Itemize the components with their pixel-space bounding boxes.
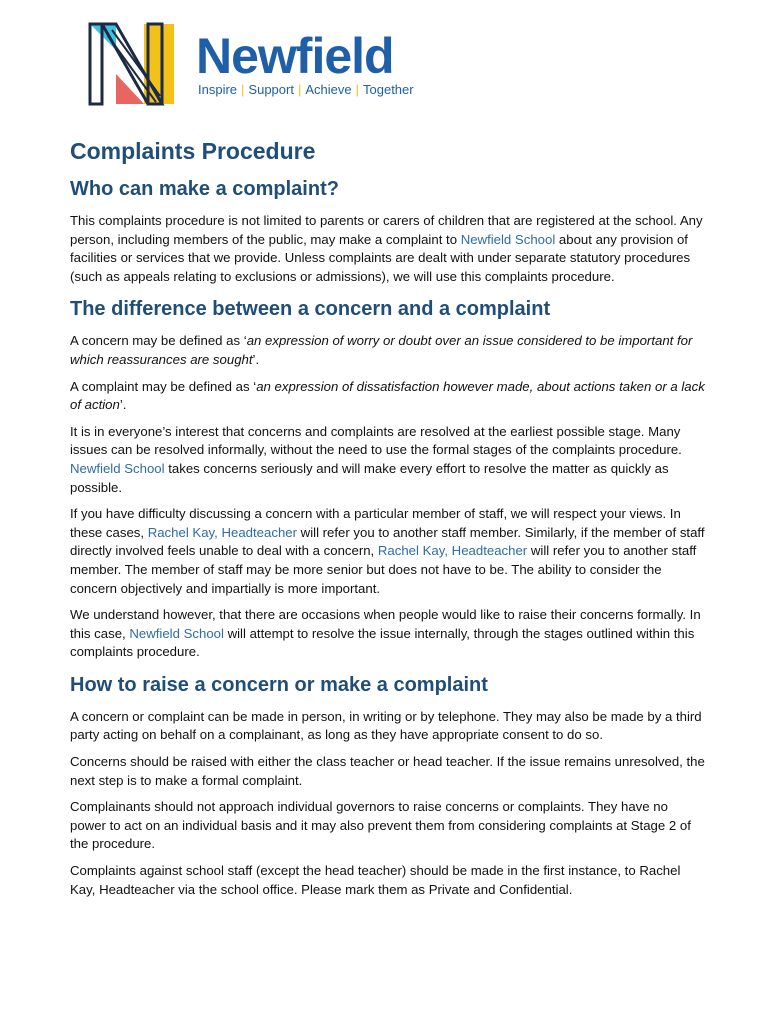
paragraph-who-to-raise-with: Concerns should be raised with either the class teacher or head teacher. If the issue remains unresolved, the next step is to make a formal complaint. [70,754,705,788]
headteacher-link: Rachel Kay, Headteacher [147,524,298,540]
paragraph-formal-concerns: We understand however, that there are occasions when people would like to raise their concerns formally. In this case, Newfield School will attempt to resolve the issue internally, through the stages outlined within this complaints procedure. [70,607,701,660]
school-name-link: Newfield School [460,231,556,247]
paragraph-complaint-definition: A complaint may be defined as ‘an expression of dissatisfaction however made, about actions taken or a lack of action’. [70,378,705,413]
paragraph-methods: A concern or complaint can be made in person, in writing or by telephone. They may also be made by a third party acting on behalf on a complainant, as long as they have appropriate consent to do so. [70,708,702,743]
tagline-achieve: Achieve [305,82,352,97]
heading-how-to-raise: How to raise a concern or make a complaint [70,673,488,696]
school-name-link: Newfield School [129,625,224,641]
headteacher-link: Rachel Kay, Headteacher [377,543,528,559]
school-name-link: Newfield School [70,460,165,476]
paragraph-early-resolution: It is in everyone’s interest that concerns and complaints are resolved at the earliest possible stage. Many issues can be resolved informally, without the need to use the formal stages of the complaints procedure. Newfield School takes concerns seriously and will make every effort to resolve the matter as quickly as possible. [70,423,682,495]
logo-n-left-bar [90,24,102,104]
heading-concern-vs-complaint: The difference between a concern and a complaint [70,298,551,321]
logo-wordmark: Newfield [196,28,394,84]
logo-tagline: Inspire | Support | Achieve | Together [198,82,414,97]
paragraph-staff-difficulty: If you have difficulty discussing a concern with a particular member of staff, we will respect your views. In these cases, Rachel Kay, Headteacher will refer you to another staff member. Similarly, if the member of staff directly involved feels unable to deal with a concern, Rachel Kay, Headteacher will refer you to another staff member. The member of staff may be more senior but does not have to be. The ability to consider the concern objectively and impartially is more important. [70,506,705,596]
newfield-logo-mark [86,22,178,106]
paragraph-complaints-against-staff: Complaints against school staff (except the head teacher) should be made in the first instance, to Rachel Kay, Headteacher via the school office. Please mark them as Private and Confidential. [70,863,681,897]
tagline-support: Support [248,82,294,97]
paragraph-who: This complaints procedure is not limited to parents or carers of children that are registered at the school. Any person, including members of the public, may make a complaint to Newfield School about any provision of facilities or services that we provide. Unless complaints are dealt with under separate statutory procedures (such as appeals relating to exclusions or admissions), we will use this complaints procedure. [70,213,703,284]
heading-who-can-complain: Who can make a complaint? [70,178,339,200]
paragraph-governors: Complainants should not approach individual governors to raise concerns or complaints. They have no power to act on an individual basis and it may also prevent them from considering complaints at Stage 2 of the procedure. [70,799,691,852]
document-body [70,136,706,907]
tagline-inspire: Inspire [198,82,238,97]
paragraph-concern-definition: A concern may be defined as ‘an expression of worry or doubt over an issue considered to be important for which reassurances are sought’. [70,333,693,367]
tagline-together: Together [363,82,414,97]
page-title: Complaints Procedure [70,138,316,164]
